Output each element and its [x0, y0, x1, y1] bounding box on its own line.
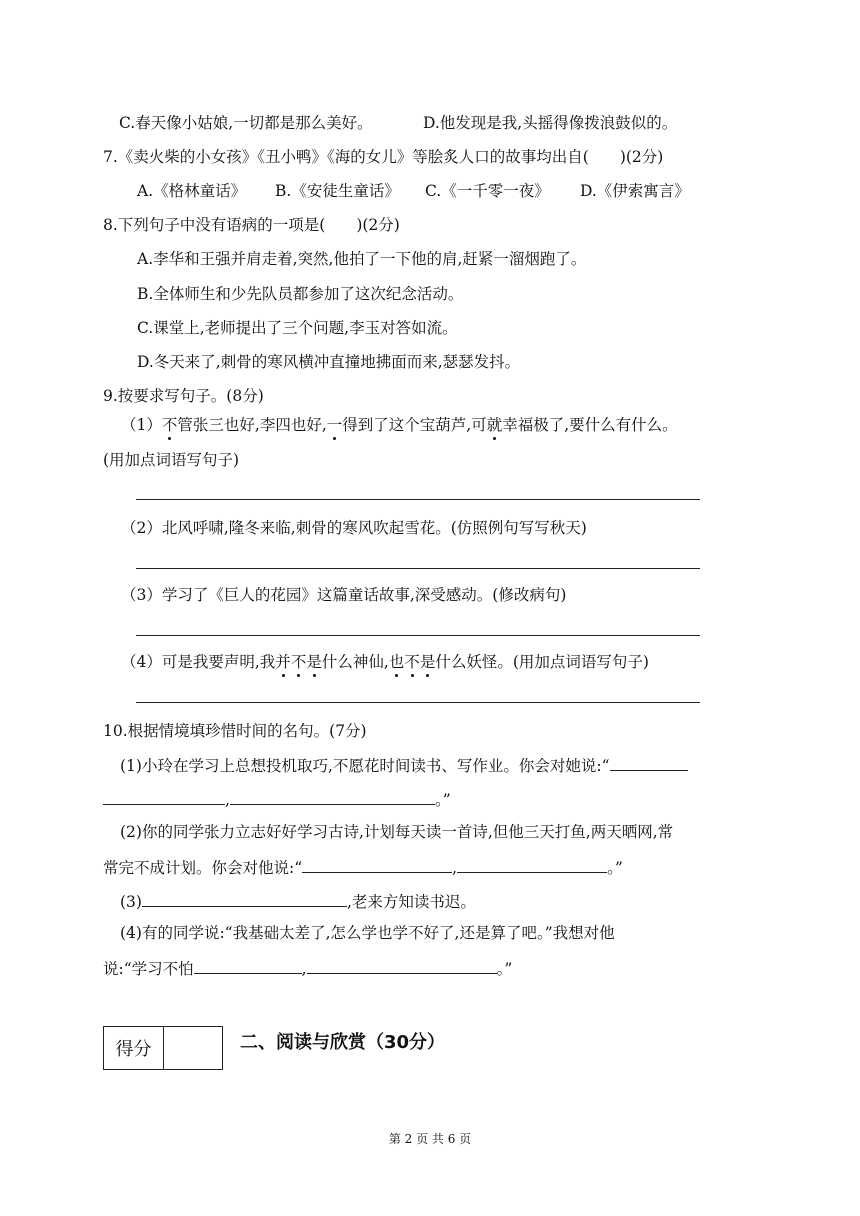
q10-item-3: (3) ,老来方知读书迟。 [120, 890, 476, 912]
q10-item-4-blank-b[interactable] [307, 957, 497, 974]
q9-answer-line-4[interactable] [136, 702, 700, 703]
q10-item-1-blank-c[interactable] [230, 788, 435, 805]
q7-stem: 7.《卖火柴的小女孩》《丑小鸭》《海的女儿》等脍炙人口的故事均出自( )(2分) [103, 148, 664, 166]
q10-stem: 10.根据情境填珍惜时间的名句。(7分) [103, 722, 367, 740]
q6-option-c: C.春天像小姑娘,一切都是那么美好。 [119, 114, 373, 132]
q9-sentence-2: （2）北风呼啸,隆冬来临,刺骨的寒风吹起雪花。(仿照例句写写秋天) [121, 519, 587, 537]
q8-option-d: D.冬天来了,刺骨的寒风横冲直撞地拂面而来,瑟瑟发抖。 [137, 353, 521, 371]
q10-item-2-line-1: (2)你的同学张力立志好好学习古诗,计划每天读一首诗,但他三天打鱼,两天晒网,常 [120, 823, 674, 841]
q10-item-1-blank-b[interactable] [103, 788, 225, 805]
page-footer: 第 2 页 共 6 页 [388, 1132, 472, 1146]
q10-item-1-line-2: , 。” [103, 788, 451, 810]
q10-item-2-blank-b[interactable] [457, 856, 607, 873]
section-title: 二、阅读与欣赏（30分） [240, 1032, 446, 1053]
q9-sentence-3: （3）学习了《巨人的花园》这篇童话故事,深受感动。(修改病句) [121, 586, 567, 604]
q10-item-2-line-2: 常完不成计划。你会对他说:“ , 。” [103, 856, 623, 878]
score-box [103, 1026, 223, 1070]
q9-sentence-1: （1）不管张三也好,李四也好,一得到了这个宝葫芦,可就幸福极了,要什么有什么。 [121, 416, 678, 434]
q7-option-a: A.《格林童话》 [137, 182, 247, 200]
score-label: 得分 [104, 1027, 164, 1069]
score-input-cell[interactable] [164, 1027, 222, 1069]
q10-item-3-blank[interactable] [142, 890, 347, 907]
q10-item-4-line-1: (4)有的同学说:“我基础太差了,怎么学也学不好了,还是算了吧。”我想对他 [120, 924, 615, 942]
q9-answer-line-3[interactable] [136, 635, 700, 636]
q7-option-d: D.《伊索寓言》 [580, 182, 690, 200]
q10-item-2-blank-a[interactable] [302, 856, 452, 873]
q9-answer-line-1[interactable] [136, 499, 700, 500]
q10-item-1-blank-a[interactable] [610, 754, 688, 771]
q8-option-c: C.课堂上,老师提出了三个问题,李玉对答如流。 [137, 319, 458, 337]
q6-option-d: D.他发现是我,头摇得像拨浪鼓似的。 [423, 114, 678, 132]
q9-stem: 9.按要求写句子。(8分) [103, 387, 264, 405]
q7-option-c: C.《一千零一夜》 [425, 182, 550, 200]
q8-option-a: A.李华和王强并肩走着,突然,他拍了一下他的肩,赶紧一溜烟跑了。 [137, 250, 587, 268]
q9-sentence-1-note: (用加点词语写句子) [103, 451, 240, 469]
q9-sentence-4: （4）可是我要声明,我并不是什么神仙,也不是什么妖怪。(用加点词语写句子) [121, 653, 649, 671]
q10-item-4-line-2: 说:“学习不怕 , 。” [103, 957, 512, 979]
q9-answer-line-2[interactable] [136, 568, 700, 569]
q10-item-4-blank-a[interactable] [194, 957, 302, 974]
q7-option-b: B.《安徒生童话》 [275, 182, 400, 200]
q10-item-1-line-1: (1)小玲在学习上总想投机取巧,不愿花时间读书、写作业。你会对她说:“ [120, 754, 688, 776]
q8-option-b: B.全体师生和少先队员都参加了这次纪念活动。 [137, 285, 464, 303]
q8-stem: 8.下列句子中没有语病的一项是( )(2分) [103, 216, 400, 234]
